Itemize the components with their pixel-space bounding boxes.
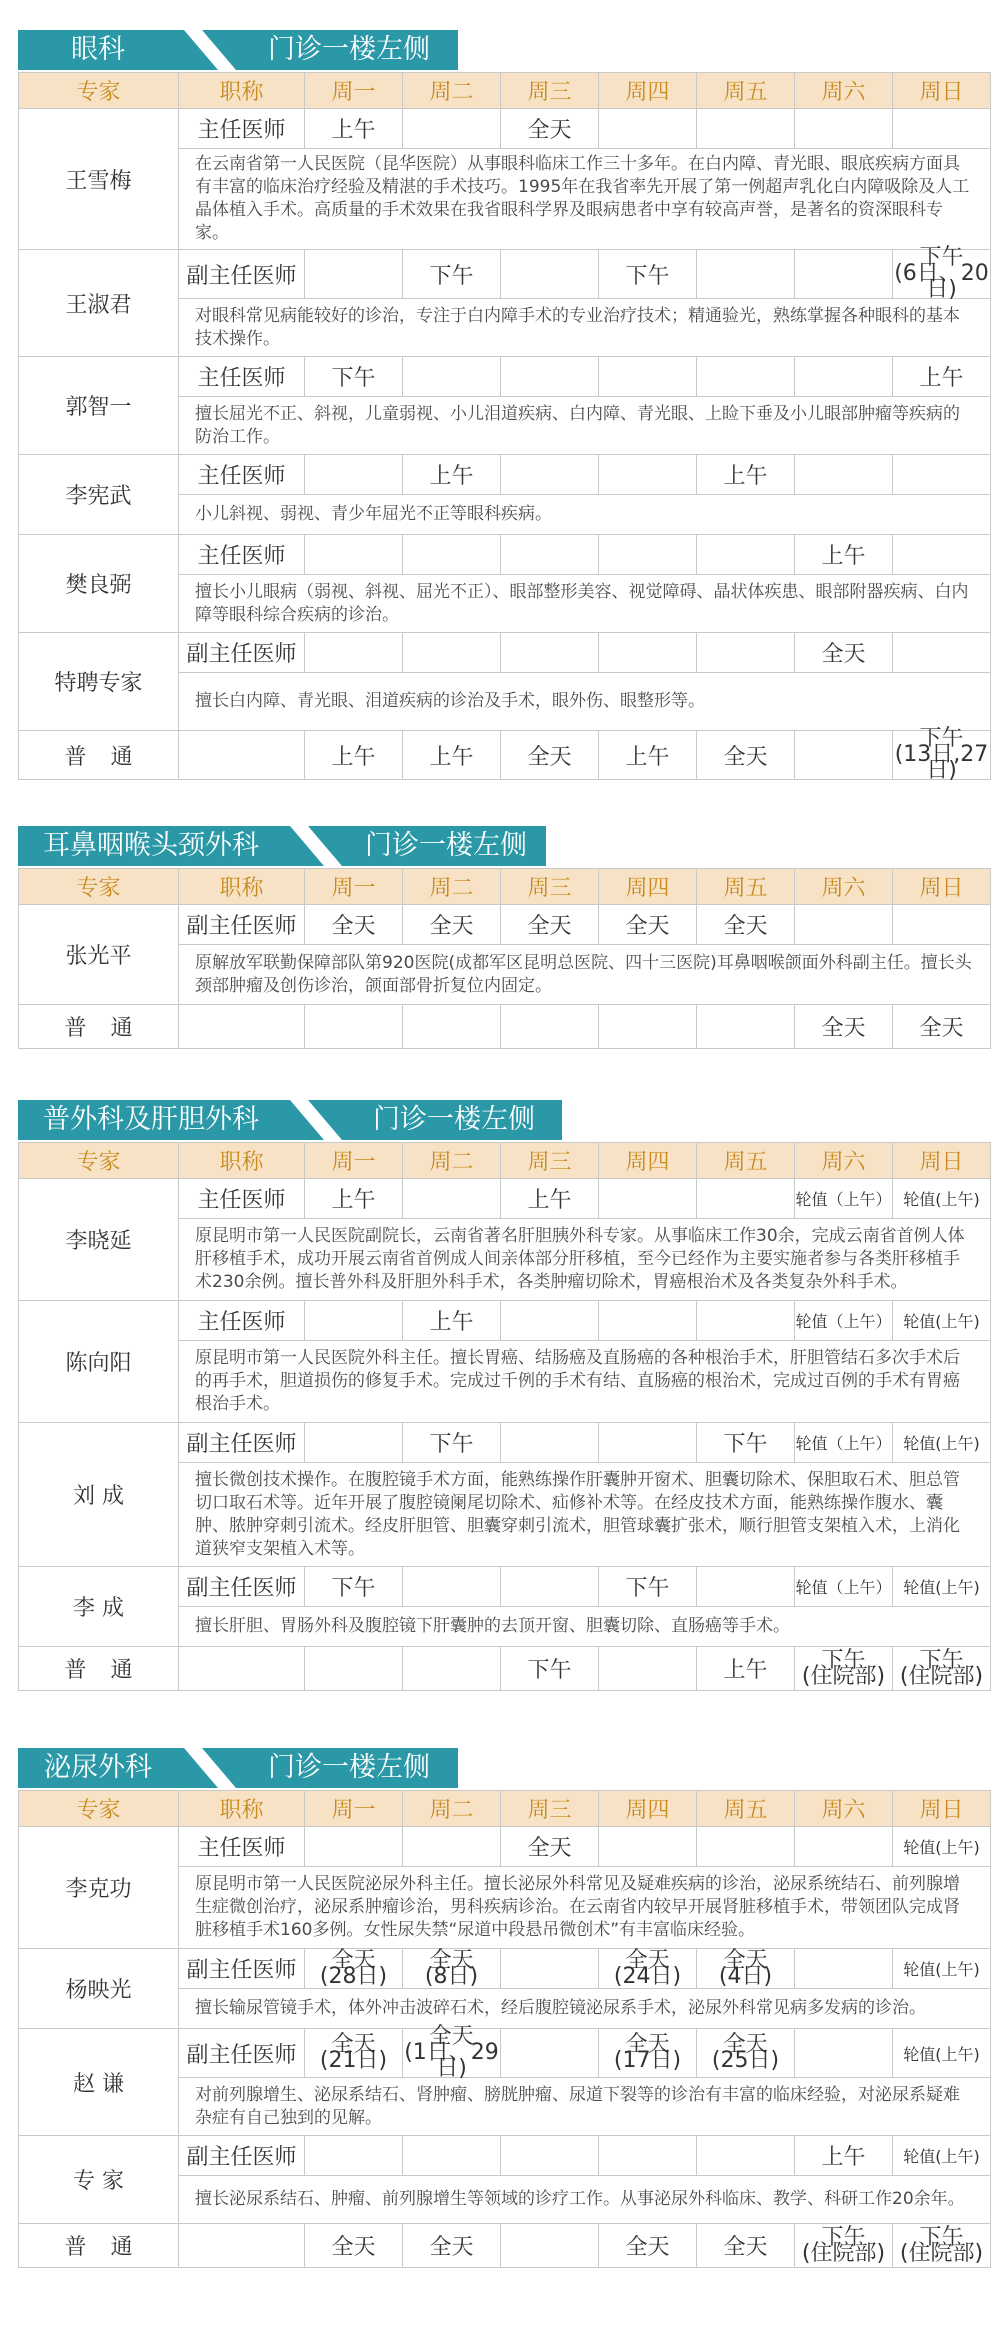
day-slot — [697, 250, 795, 299]
doctor-schedule-row — [19, 109, 991, 149]
day-slot: 上午 — [795, 535, 893, 575]
day-slot — [599, 1827, 697, 1867]
dept-location: 门诊一楼左侧 — [346, 826, 546, 866]
day-slot: 轮值（上午） — [795, 1179, 893, 1219]
general-label: 普通 — [19, 2224, 179, 2268]
day-slot: 轮值(上午) — [893, 1179, 991, 1219]
dept-title: 眼科 — [18, 30, 178, 70]
day-slot — [305, 535, 403, 575]
day-slot: 上午 — [893, 357, 991, 397]
header-day: 周二 — [403, 1791, 501, 1827]
schedule-table — [18, 868, 991, 1049]
doctor-name: 张光平 — [19, 905, 179, 1005]
day-slot: 下午 (13日,27日) — [893, 731, 991, 780]
day-slot: 上午 — [305, 109, 403, 149]
header-expert: 专家 — [19, 1791, 179, 1827]
general-label: 普通 — [19, 1005, 179, 1049]
day-slot: 上午 — [305, 1179, 403, 1219]
day-slot — [893, 455, 991, 495]
doctor-schedule-row — [19, 455, 991, 495]
day-slot — [893, 633, 991, 673]
day-slot: 上午 — [501, 1179, 599, 1219]
day-slot — [697, 1827, 795, 1867]
day-slot: 全天 — [697, 2224, 795, 2268]
doctor-schedule-row — [19, 633, 991, 673]
day-slot: 下午 (6日、20日) — [894, 245, 989, 302]
day-slot: 轮值(上午) — [893, 1949, 991, 1989]
day-slot: 全天 (21日) — [305, 2029, 403, 2078]
day-slot — [403, 2136, 501, 2176]
day-slot: 全天 (28日) — [305, 1949, 403, 1989]
header-day: 周一 — [305, 869, 403, 905]
doctor-name: 刘 成 — [19, 1423, 179, 1567]
doctor-name: 赵 谦 — [19, 2029, 179, 2136]
general-label: 普通 — [19, 731, 179, 780]
header-title: 职称 — [179, 1791, 305, 1827]
doctor-name: 王雪梅 — [19, 109, 179, 250]
day-slot — [697, 1179, 795, 1219]
dept-title: 耳鼻咽喉头颈外科 — [18, 826, 284, 866]
header-day: 周五 — [697, 73, 795, 109]
day-slot: 下午 — [305, 357, 403, 397]
day-slot: 下午 (住院部) — [893, 2224, 991, 2268]
day-slot — [893, 905, 991, 945]
doctor-name: 李宪武 — [19, 455, 179, 535]
day-slot — [697, 357, 795, 397]
day-slot — [795, 250, 893, 299]
day-slot: 上午 — [305, 731, 403, 780]
doctor-title: 副主任医师 — [179, 1949, 305, 1989]
day-slot — [501, 2136, 599, 2176]
doctor-title: 副主任医师 — [179, 250, 305, 299]
day-slot — [305, 250, 403, 299]
day-slot: 轮值(上午) — [893, 2136, 991, 2176]
doctor-title: 主任医师 — [179, 455, 305, 495]
header-day: 周三 — [501, 1143, 599, 1179]
header-row — [19, 73, 991, 109]
day-slot — [599, 1423, 697, 1463]
day-slot — [501, 455, 599, 495]
header-day: 周四 — [599, 869, 697, 905]
header-day: 周六 — [795, 1791, 893, 1827]
day-slot: 全天 — [599, 905, 697, 945]
dept-title: 普外科及肝胆外科 — [18, 1100, 284, 1140]
day-slot — [599, 357, 697, 397]
header-day: 周二 — [403, 1143, 501, 1179]
header-slash-icon — [178, 30, 240, 70]
day-slot: 下午 (住院部) — [893, 1647, 991, 1691]
doctor-name: 王淑君 — [19, 250, 179, 357]
header-expert: 专家 — [19, 869, 179, 905]
day-slot — [599, 633, 697, 673]
day-slot — [501, 2224, 599, 2268]
doctor-title: 副主任医师 — [179, 2136, 305, 2176]
header-day: 周五 — [697, 1791, 795, 1827]
day-slot: 全天 — [305, 905, 403, 945]
doctor-title: 副主任医师 — [179, 633, 305, 673]
doctor-title: 主任医师 — [179, 1179, 305, 1219]
day-slot — [697, 109, 795, 149]
day-slot — [893, 535, 991, 575]
header-row — [19, 869, 991, 905]
dept-location: 门诊一楼左侧 — [346, 1100, 562, 1140]
day-slot — [795, 455, 893, 495]
header-row — [19, 1143, 991, 1179]
doctor-schedule-row — [19, 357, 991, 397]
day-slot: 全天 (4日) — [697, 1949, 795, 1989]
day-slot: 全天 — [305, 2224, 403, 2268]
day-slot — [795, 1827, 893, 1867]
day-slot — [305, 1005, 403, 1049]
day-slot: 全天 — [795, 1005, 893, 1049]
day-slot — [599, 1005, 697, 1049]
doctor-description: 原解放军联勤保障部队第920医院(成都军区昆明总医院、四十三医院)耳鼻咽喉颌面外科副主任。擅长头颈部肿瘤及创伤诊治，颌面部骨折复位内固定。 — [179, 945, 991, 1005]
day-slot: 全天 — [501, 1827, 599, 1867]
day-slot — [403, 109, 501, 149]
day-slot: 下午 — [305, 1567, 403, 1607]
day-slot — [403, 357, 501, 397]
day-slot: 轮值（上午） — [795, 1567, 893, 1607]
day-slot: 全天 — [403, 2224, 501, 2268]
day-slot: 轮值（上午） — [795, 1423, 893, 1463]
header-day: 周日 — [893, 73, 991, 109]
day-slot — [893, 109, 991, 149]
day-slot — [305, 1827, 403, 1867]
day-slot: 上午 — [599, 731, 697, 780]
day-slot: 全天 — [893, 1005, 991, 1049]
doctor-description: 擅长白内障、青光眼、泪道疾病的诊治及手术，眼外伤、眼整形等。 — [179, 673, 991, 731]
schedule-table — [18, 1142, 991, 1691]
general-row — [19, 2224, 991, 2268]
day-slot: 轮值(上午) — [893, 1423, 991, 1463]
day-slot — [599, 535, 697, 575]
doctor-title: 主任医师 — [179, 535, 305, 575]
day-slot — [795, 1949, 893, 1989]
header-day: 周三 — [501, 1791, 599, 1827]
header-day: 周日 — [893, 1143, 991, 1179]
doctor-schedule-row — [19, 1567, 991, 1607]
day-slot — [403, 1567, 501, 1607]
doctor-schedule-row — [19, 1423, 991, 1463]
day-slot: 全天 — [501, 109, 599, 149]
day-slot: 下午 (住院部) — [795, 1647, 893, 1691]
doctor-title: 副主任医师 — [179, 905, 305, 945]
day-slot — [697, 535, 795, 575]
doctor-name: 特聘专家 — [19, 633, 179, 731]
section-header — [18, 826, 990, 866]
day-slot — [795, 2029, 893, 2078]
doctor-description: 对前列腺增生、泌尿系结石、肾肿瘤、膀胱肿瘤、尿道下裂等的诊治有丰富的临床经验，对泌尿系疑难杂症有自己独到的见解。 — [179, 2078, 991, 2136]
day-slot: 轮值(上午) — [893, 1301, 991, 1341]
day-slot — [501, 2029, 599, 2078]
day-slot — [501, 633, 599, 673]
general-title — [179, 1647, 305, 1691]
header-slash-icon — [284, 1100, 346, 1140]
doctor-description: 擅长泌尿系结石、肿瘤、前列腺增生等领域的诊疗工作。从事泌尿外科临床、教学、科研工作20余年。 — [179, 2176, 991, 2224]
doctor-title: 副主任医师 — [179, 2029, 305, 2078]
section-ent — [18, 826, 990, 1041]
doctor-schedule-row — [19, 2136, 991, 2176]
doctor-name: 李克功 — [19, 1827, 179, 1949]
header-row — [19, 1791, 991, 1827]
header-title: 职称 — [179, 73, 305, 109]
doctor-description: 擅长输尿管镜手术，体外冲击波碎石术，经后腹腔镜泌尿系手术，泌尿外科常见病多发病的诊治。 — [179, 1989, 991, 2029]
header-slash-icon — [284, 826, 346, 866]
day-slot — [599, 1179, 697, 1219]
doctor-name: 杨映光 — [19, 1949, 179, 2029]
header-day: 周四 — [599, 1143, 697, 1179]
header-slash-icon — [178, 1748, 240, 1788]
section-header — [18, 1748, 990, 1788]
doctor-title: 主任医师 — [179, 1301, 305, 1341]
day-slot — [305, 633, 403, 673]
header-day: 周一 — [305, 1791, 403, 1827]
day-slot: 全天 — [403, 905, 501, 945]
day-slot — [305, 1423, 403, 1463]
day-slot: 下午 — [403, 1423, 501, 1463]
header-title: 职称 — [179, 869, 305, 905]
day-slot — [795, 357, 893, 397]
day-slot: 全天 — [501, 905, 599, 945]
header-day: 周五 — [697, 869, 795, 905]
day-slot: 上午 — [795, 2136, 893, 2176]
general-label: 普通 — [19, 1647, 179, 1691]
day-slot — [501, 1567, 599, 1607]
header-day: 周日 — [893, 869, 991, 905]
doctor-schedule-row — [19, 1949, 991, 1989]
doctor-name: 专 家 — [19, 2136, 179, 2224]
general-title — [179, 1005, 305, 1049]
doctor-description: 小儿斜视、弱视、青少年屈光不正等眼科疾病。 — [179, 495, 991, 535]
day-slot: 下午 — [501, 1647, 599, 1691]
doctor-name: 樊良弼 — [19, 535, 179, 633]
doctor-description: 在云南省第一人民医院（昆华医院）从事眼科临床工作三十多年。在白内障、青光眼、眼底疾病方面具有丰富的临床治疗经验及精湛的手术技巧。1995年在我省率先开展了第一例超声乳化白内障吸除及人工晶体植入手术。高质量的手术效果在我省眼科学界及眼病患者中享有较高声誉，是著名的资深眼科专家。 — [179, 149, 991, 250]
doctor-name: 郭智一 — [19, 357, 179, 455]
doctor-description: 原昆明市第一人民医院泌尿外科主任。擅长泌尿外科常见及疑难疾病的诊治，泌尿系统结石、前列腺增生症微创治疗，泌尿系肿瘤诊治，男科疾病诊治。在云南省内较早开展肾脏移植手术，带领团队完成肾脏移植手术160多例。女性尿失禁“尿道中段悬吊微创术”有丰富临床经验。 — [179, 1867, 991, 1949]
day-slot: 下午 (住院部) — [795, 2224, 893, 2268]
day-slot — [403, 633, 501, 673]
day-slot — [403, 535, 501, 575]
section-header — [18, 30, 990, 70]
day-slot: 全天 — [697, 731, 795, 780]
day-slot: 上午 — [697, 455, 795, 495]
day-slot — [795, 109, 893, 149]
header-day: 周六 — [795, 869, 893, 905]
day-slot — [403, 1005, 501, 1049]
day-slot — [501, 1301, 599, 1341]
header-day: 周三 — [501, 869, 599, 905]
doctor-description: 原昆明市第一人民医院外科主任。擅长胃癌、结肠癌及直肠癌的各种根治手术，肝胆管结石多次手术后的再手术，胆道损伤的修复手术。完成过千例的手术有结、直肠癌的根治术，完成过百例的手术有胃癌根治手术。 — [179, 1341, 991, 1423]
day-slot — [697, 1005, 795, 1049]
header-day: 周五 — [697, 1143, 795, 1179]
day-slot — [305, 1301, 403, 1341]
day-slot — [599, 109, 697, 149]
dept-title: 泌尿外科 — [18, 1748, 178, 1788]
schedule-table — [18, 1790, 991, 2268]
day-slot — [501, 1949, 599, 1989]
day-slot — [501, 357, 599, 397]
day-slot — [501, 535, 599, 575]
section-ophthalmology — [18, 30, 990, 783]
day-slot: 轮值(上午) — [893, 1827, 991, 1867]
doctor-schedule-row — [19, 535, 991, 575]
day-slot: 下午 — [403, 250, 501, 299]
general-row — [19, 731, 991, 780]
day-slot — [697, 1567, 795, 1607]
day-slot — [795, 905, 893, 945]
header-day: 周四 — [599, 1791, 697, 1827]
doctor-schedule-row — [19, 905, 991, 945]
header-day: 周二 — [403, 73, 501, 109]
day-slot — [501, 250, 599, 299]
header-expert: 专家 — [19, 1143, 179, 1179]
doctor-title: 主任医师 — [179, 1827, 305, 1867]
day-slot — [305, 455, 403, 495]
general-title — [179, 731, 305, 780]
doctor-description: 擅长屈光不正、斜视，儿童弱视、小儿泪道疾病、白内障、青光眼、上睑下垂及小儿眼部肿瘤等疾病的防治工作。 — [179, 397, 991, 455]
day-slot: 轮值(上午) — [893, 2029, 991, 2078]
day-slot — [403, 1827, 501, 1867]
day-slot: 下午 — [599, 1567, 697, 1607]
doctor-description: 擅长小儿眼病（弱视、斜视、屈光不正）、眼部整形美容、视觉障碍、晶状体疾患、眼部附器疾病、白内障等眼科综合疾病的诊治。 — [179, 575, 991, 633]
section-header — [18, 1100, 990, 1140]
day-slot — [697, 1301, 795, 1341]
day-slot: 上午 — [697, 1647, 795, 1691]
day-slot: 全天 — [599, 2224, 697, 2268]
day-slot: 上午 — [403, 1301, 501, 1341]
doctor-description: 擅长肝胆、胃肠外科及腹腔镜下肝囊肿的去顶开窗、胆囊切除、直肠癌等手术。 — [179, 1607, 991, 1647]
day-slot: 全天 (1日、29日) — [404, 2024, 499, 2081]
doctor-title: 主任医师 — [179, 357, 305, 397]
header-expert: 专家 — [19, 73, 179, 109]
day-slot — [305, 2136, 403, 2176]
day-slot: 轮值（上午） — [795, 1301, 893, 1341]
header-day: 周四 — [599, 73, 697, 109]
day-slot: 全天 (25日) — [697, 2029, 795, 2078]
general-row — [19, 1005, 991, 1049]
day-slot — [599, 455, 697, 495]
doctor-title: 副主任医师 — [179, 1567, 305, 1607]
general-row — [19, 1647, 991, 1691]
day-slot: 全天 (8日) — [403, 1949, 501, 1989]
day-slot — [599, 1301, 697, 1341]
doctor-description: 原昆明市第一人民医院副院长，云南省著名肝胆胰外科专家。从事临床工作30余，完成云南省首例人体肝移植手术，成功开展云南省首例成人间亲体部分肝移植，至今已经作为主要实施者参与各类肝移植手术230余例。擅长普外科及肝胆外科手术，各类肿瘤切除术，胃癌根治术及各类复杂外科手术。 — [179, 1219, 991, 1301]
section-general-surgery — [18, 1100, 990, 1689]
day-slot: 轮值(上午) — [893, 1567, 991, 1607]
day-slot: 上午 — [403, 731, 501, 780]
day-slot: 全天 — [697, 905, 795, 945]
doctor-name: 李 成 — [19, 1567, 179, 1647]
dept-location: 门诊一楼左侧 — [240, 30, 458, 70]
day-slot: 下午 — [599, 250, 697, 299]
day-slot — [403, 1647, 501, 1691]
day-slot — [697, 633, 795, 673]
day-slot: 全天 — [501, 731, 599, 780]
day-slot — [697, 2136, 795, 2176]
header-day: 周二 — [403, 869, 501, 905]
doctor-schedule-row — [19, 250, 991, 299]
dept-location: 门诊一楼左侧 — [240, 1748, 458, 1788]
doctor-schedule-row — [19, 1301, 991, 1341]
schedule-table — [18, 72, 991, 783]
day-slot: 下午 — [697, 1423, 795, 1463]
section-urology — [18, 1748, 990, 2266]
day-slot: 全天 (24日) — [599, 1949, 697, 1989]
doctor-name: 李晓延 — [19, 1179, 179, 1301]
doctor-title: 副主任医师 — [179, 1423, 305, 1463]
day-slot — [501, 1423, 599, 1463]
day-slot: 全天 (17日) — [599, 2029, 697, 2078]
header-day: 周三 — [501, 73, 599, 109]
day-slot — [599, 2136, 697, 2176]
doctor-name: 陈向阳 — [19, 1301, 179, 1423]
header-day: 周日 — [893, 1791, 991, 1827]
doctor-description: 对眼科常见病能较好的诊治，专注于白内障手术的专业治疗技术；精通验光，熟练掌握各种眼科的基本技术操作。 — [179, 299, 991, 357]
header-day: 周六 — [795, 73, 893, 109]
header-day: 周一 — [305, 73, 403, 109]
day-slot — [795, 731, 893, 780]
doctor-schedule-row — [19, 2029, 991, 2078]
day-slot: 全天 — [795, 633, 893, 673]
header-title: 职称 — [179, 1143, 305, 1179]
general-title — [179, 2224, 305, 2268]
day-slot — [305, 1647, 403, 1691]
doctor-description: 擅长微创技术操作。在腹腔镜手术方面，能熟练操作肝囊肿开窗术、胆囊切除术、保胆取石术、胆总管切口取石术等。近年开展了腹腔镜阑尾切除术、疝修补术等。在经皮技术方面，能熟练操作腹水、囊肿、脓肿穿刺引流术。经皮肝胆管、胆囊穿刺引流术，胆管球囊扩张术，顺行胆管支架植入术，上消化道狭窄支架植入术等。 — [179, 1463, 991, 1567]
doctor-schedule-row — [19, 1827, 991, 1867]
day-slot — [403, 1179, 501, 1219]
header-day: 周一 — [305, 1143, 403, 1179]
doctor-schedule-row — [19, 1179, 991, 1219]
day-slot — [501, 1005, 599, 1049]
header-day: 周六 — [795, 1143, 893, 1179]
day-slot — [599, 1647, 697, 1691]
doctor-title: 主任医师 — [179, 109, 305, 149]
day-slot: 上午 — [403, 455, 501, 495]
